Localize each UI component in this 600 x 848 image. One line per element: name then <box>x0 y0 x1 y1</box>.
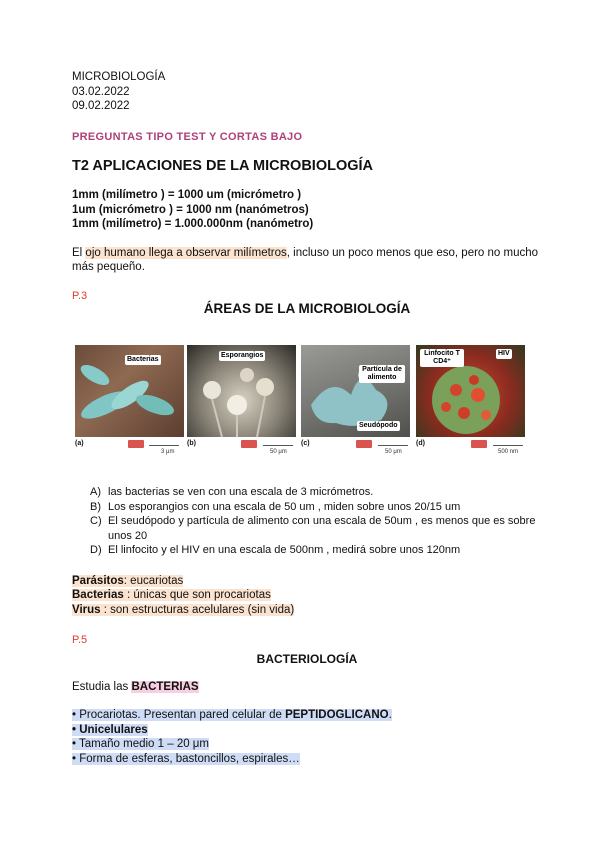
panel-lymphocyte-image <box>416 345 525 437</box>
bacterias-highlight: BACTERIAS <box>131 680 199 693</box>
test-note: PREGUNTAS TIPO TEST Y CORTAS BAJO <box>72 130 303 143</box>
meb-badge <box>241 440 257 448</box>
label-bacterias: Bacterias <box>127 356 159 363</box>
scale-d: 500 nm <box>498 449 519 455</box>
list-item: • Procariotas. Presentan pared celular de PEPTIDOGLICANO. <box>72 709 392 721</box>
scale-bar <box>263 445 293 446</box>
document-page <box>72 70 542 330</box>
bacteriologia-title: BACTERIOLOGÍA <box>256 651 358 666</box>
unit-line: 1mm (milímetro) = 1.000.000nm (nanómetro) <box>72 218 314 230</box>
caption-b: (b) <box>187 440 196 447</box>
eye-paragraph <box>72 246 542 261</box>
list-item: D) El linfocito y el HIV en una escala de 500nm , medirá sobre unos 120nm <box>90 544 461 556</box>
areas-title: ÁREAS DE LA MICROBIOLOGÍA <box>203 301 411 316</box>
bacteria-bullets <box>72 708 542 766</box>
page-ref-p5: P.5 <box>72 634 88 646</box>
scale-b: 50 μm <box>270 449 287 455</box>
bacteria-intro: Estudia las BACTERIAS <box>72 680 199 693</box>
scale-a: 3 μm <box>161 449 175 455</box>
list-item: • Forma de esferas, bastoncillos, espirales… <box>72 752 300 765</box>
caption-d: (d) <box>416 440 425 447</box>
eye-pre: El <box>72 246 86 259</box>
page-ref-p3: P.3 <box>72 289 88 302</box>
label-particula: Partícula de alimento <box>359 365 405 383</box>
list-item: B) Los esporangios con una escala de 50 um , miden sobre unos 20/15 um <box>90 500 461 513</box>
label-seudopodo: Seudópodo <box>359 422 398 429</box>
def-virus: Virus : son estructuras acelulares (sin vida) <box>72 603 295 616</box>
caption-c: (c) <box>301 440 310 447</box>
def-bacterias: Bacterias : únicas que son procariotas <box>72 589 271 601</box>
list-item: • Tamaño medio 1 – 20 μm <box>72 738 210 750</box>
scale-c: 50 μm <box>385 449 402 455</box>
scale-bar <box>493 445 523 446</box>
list-item: • Unicelulares <box>72 723 148 736</box>
label-linfocito: Linfocito T CD4⁺ <box>420 349 464 367</box>
date-line-1: 03.02.2022 <box>72 85 130 98</box>
label-esporangios: Esporangios <box>221 352 264 359</box>
unit-conversions <box>72 188 542 232</box>
eye-paragraph-line2: más pequeño. <box>72 261 145 273</box>
meb-badge <box>128 440 144 448</box>
panel-pseudopod-image <box>301 345 410 437</box>
options-block <box>72 485 542 766</box>
section-title: T2 APLICACIONES DE LA MICROBIOLOGÍA <box>72 158 374 174</box>
unit-line: 1um (micrómetro ) = 1000 nm (nanómetros) <box>72 203 309 216</box>
list-item: C) El seudópodo y partícula de alimento con una escala de 50um , es menos que es sobre unos 20 <box>90 515 536 542</box>
meb-badge <box>356 440 372 448</box>
date-line-2: 09.02.2022 <box>72 100 130 112</box>
list-item: A) las bacterias se ven con una escala de 3 micrómetros. <box>90 486 374 498</box>
label-hiv: HIV <box>498 350 510 357</box>
options-list <box>72 485 542 558</box>
scale-bar <box>378 445 408 446</box>
def-parasitos: Parásitos: eucariotas <box>72 574 184 587</box>
unit-line: 1mm (milímetro ) = 1000 um (micrómetro ) <box>72 189 302 201</box>
panel-bacteria-image <box>75 345 184 437</box>
panel-sporangia-image <box>187 345 296 437</box>
microbiology-figure <box>73 345 527 459</box>
meb-badge <box>471 440 487 448</box>
definitions <box>72 574 542 618</box>
caption-a: (a) <box>75 440 84 447</box>
subject-line: MICROBIOLOGÍA <box>72 71 166 83</box>
scale-bar <box>149 445 179 446</box>
eye-post: , incluso un poco menos que eso, pero no mucho <box>286 246 539 259</box>
eye-highlight: ojo humano llega a observar milímetros <box>85 246 287 259</box>
